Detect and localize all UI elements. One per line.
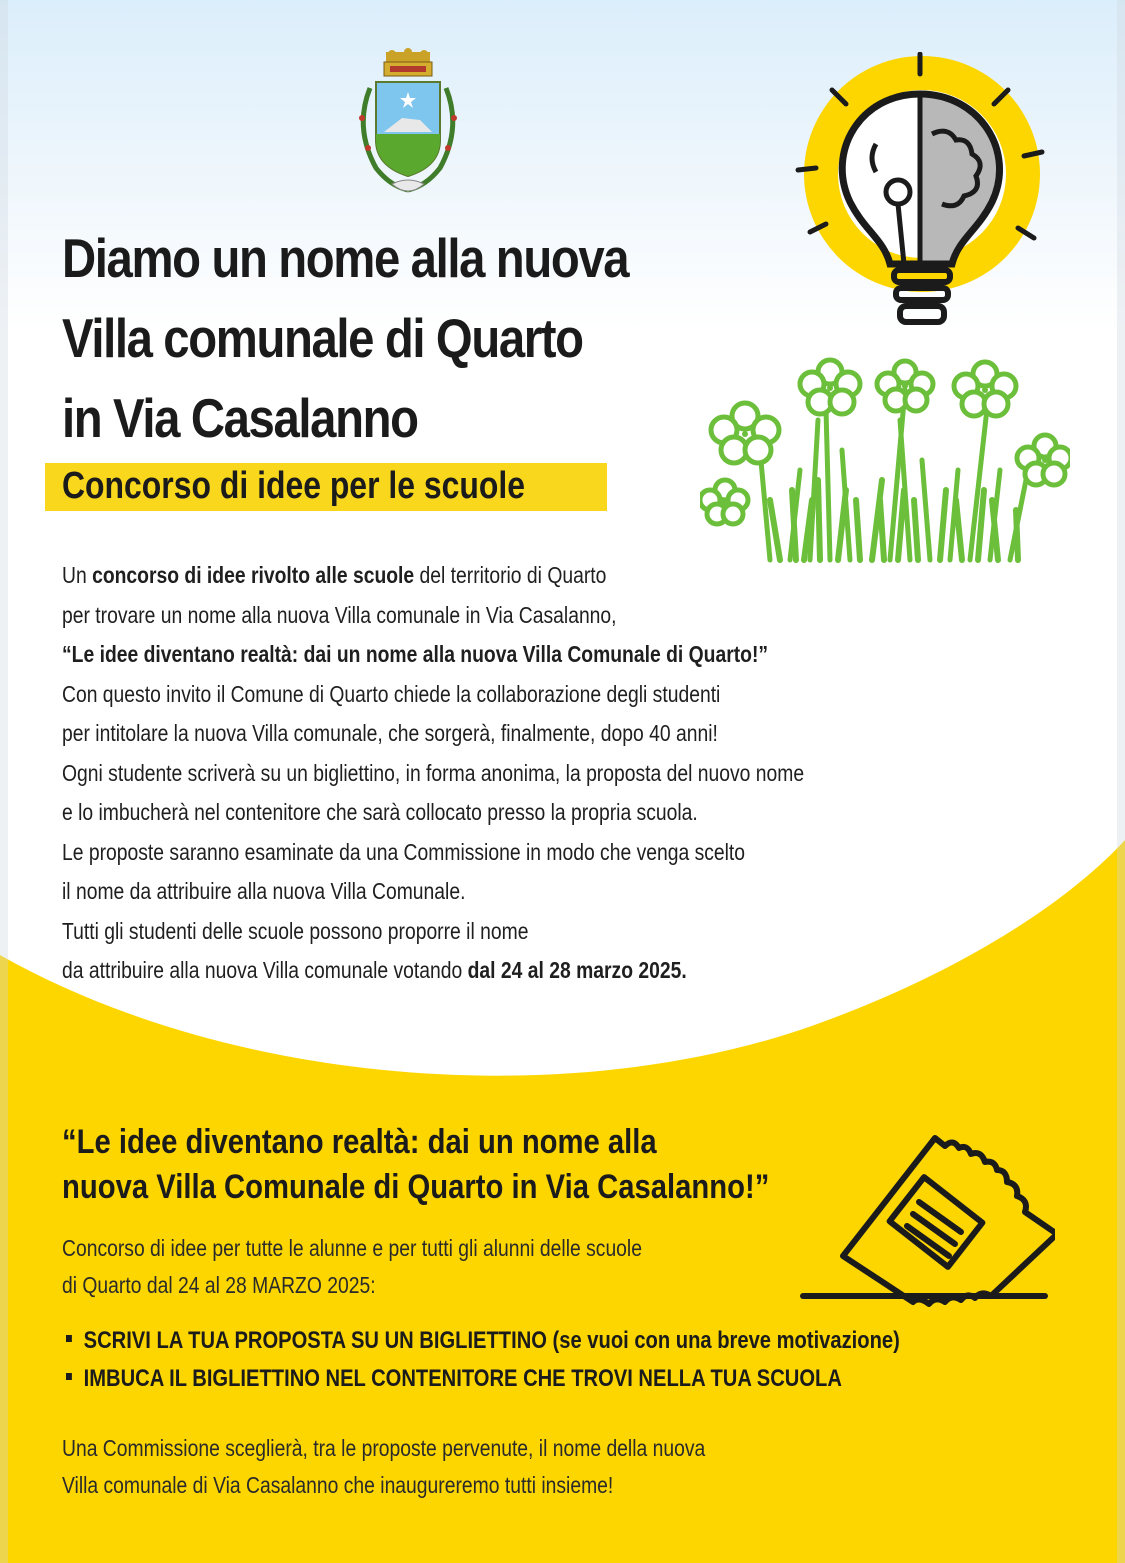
contest-intro [62, 1230, 642, 1304]
contest-intro-line-2: di Quarto dal 24 al 28 MARZO 2025: [62, 1272, 376, 1298]
body-text-fragment: Un [62, 562, 93, 588]
body-line-5: per intitolare la nuova Villa comunale, che sorgerà, finalmente, dopo 40 anni! [62, 720, 718, 746]
slogan-title [62, 1120, 769, 1210]
ballot-ticket-icon [795, 1108, 1055, 1308]
body-bold-fragment: “Le idee diventano realtà: dai un nome alla nuova Villa Comunale di Quarto!” [62, 641, 769, 667]
contest-intro-line-1: Concorso di idee per tutte le alunne e per tutti gli alunni delle scuole [62, 1235, 642, 1261]
title-line-3: in Via Casalanno [62, 387, 418, 449]
body-line-7: e lo imbucherà nel contenitore che sarà collocato presso la propria scuola. [62, 799, 698, 825]
closing-line-1: Una Commissione sceglierà, tra le proposte pervenute, il nome della nuova [62, 1435, 706, 1461]
instruction-text: IMBUCA IL BIGLIETTINO NEL CONTENITORE CHE TROVI NELLA TUA SCUOLA [83, 1365, 842, 1392]
body-line-6: Ogni studente scriverà su un bigliettino, in forma anonima, la proposta del nuovo nome [62, 759, 805, 786]
title-line-1: Diamo un nome alla nuova [62, 227, 629, 289]
body-line-11 [62, 951, 902, 991]
right-edge [1117, 0, 1125, 1563]
instruction-text: SCRIVI LA TUA PROPOSTA SU UN BIGLIETTINO (se vuoi con una breve motivazione) [83, 1327, 900, 1354]
instruction-item [66, 1322, 900, 1360]
body-line-10: Tutti gli studenti delle scuole possono proporre il nome [62, 917, 529, 944]
body-line-2: per trovare un nome alla nuova Villa comunale in Via Casalanno, [62, 601, 617, 628]
slogan-line-1: “Le idee diventano realtà: dai un nome alla [62, 1123, 657, 1161]
left-edge [0, 0, 8, 1563]
lightbulb-brain-icon [780, 52, 1060, 342]
closing-line-2: Villa comunale di Via Casalanno che inaugureremo tutti insieme! [62, 1472, 614, 1498]
flowers-grass-illustration [700, 350, 1070, 565]
body-line-3 [62, 635, 902, 675]
subtitle: Concorso di idee per le scuole [62, 465, 525, 507]
intro-paragraph [62, 556, 902, 991]
poster-title [62, 218, 681, 458]
closing-paragraph [62, 1430, 705, 1504]
slogan-line-2: nuova Villa Comunale di Quarto in Via Casalanno!” [62, 1168, 770, 1206]
body-line-9: il nome da attribuire alla nuova Villa Comunale. [62, 878, 466, 904]
body-line-4: Con questo invito il Comune di Quarto chiede la collaborazione degli studenti [62, 680, 721, 707]
body-bold-fragment: dal 24 al 28 marzo 2025. [467, 957, 687, 983]
body-bold-fragment: concorso di idee rivolto alle scuole [92, 562, 415, 588]
body-text-fragment: da attribuire alla nuova Villa comunale votando [62, 957, 468, 983]
municipal-crest-icon [346, 48, 470, 200]
title-line-2: Villa comunale di Quarto [62, 307, 583, 369]
body-text-fragment: del territorio di Quarto [414, 562, 607, 588]
body-line-8: Le proposte saranno esaminate da una Commissione in modo che venga scelto [62, 838, 746, 865]
instruction-item [66, 1360, 900, 1398]
bullet-square-icon [66, 1373, 72, 1380]
body-line-1 [62, 556, 902, 596]
instructions-list [66, 1322, 900, 1398]
bullet-square-icon [66, 1335, 72, 1342]
